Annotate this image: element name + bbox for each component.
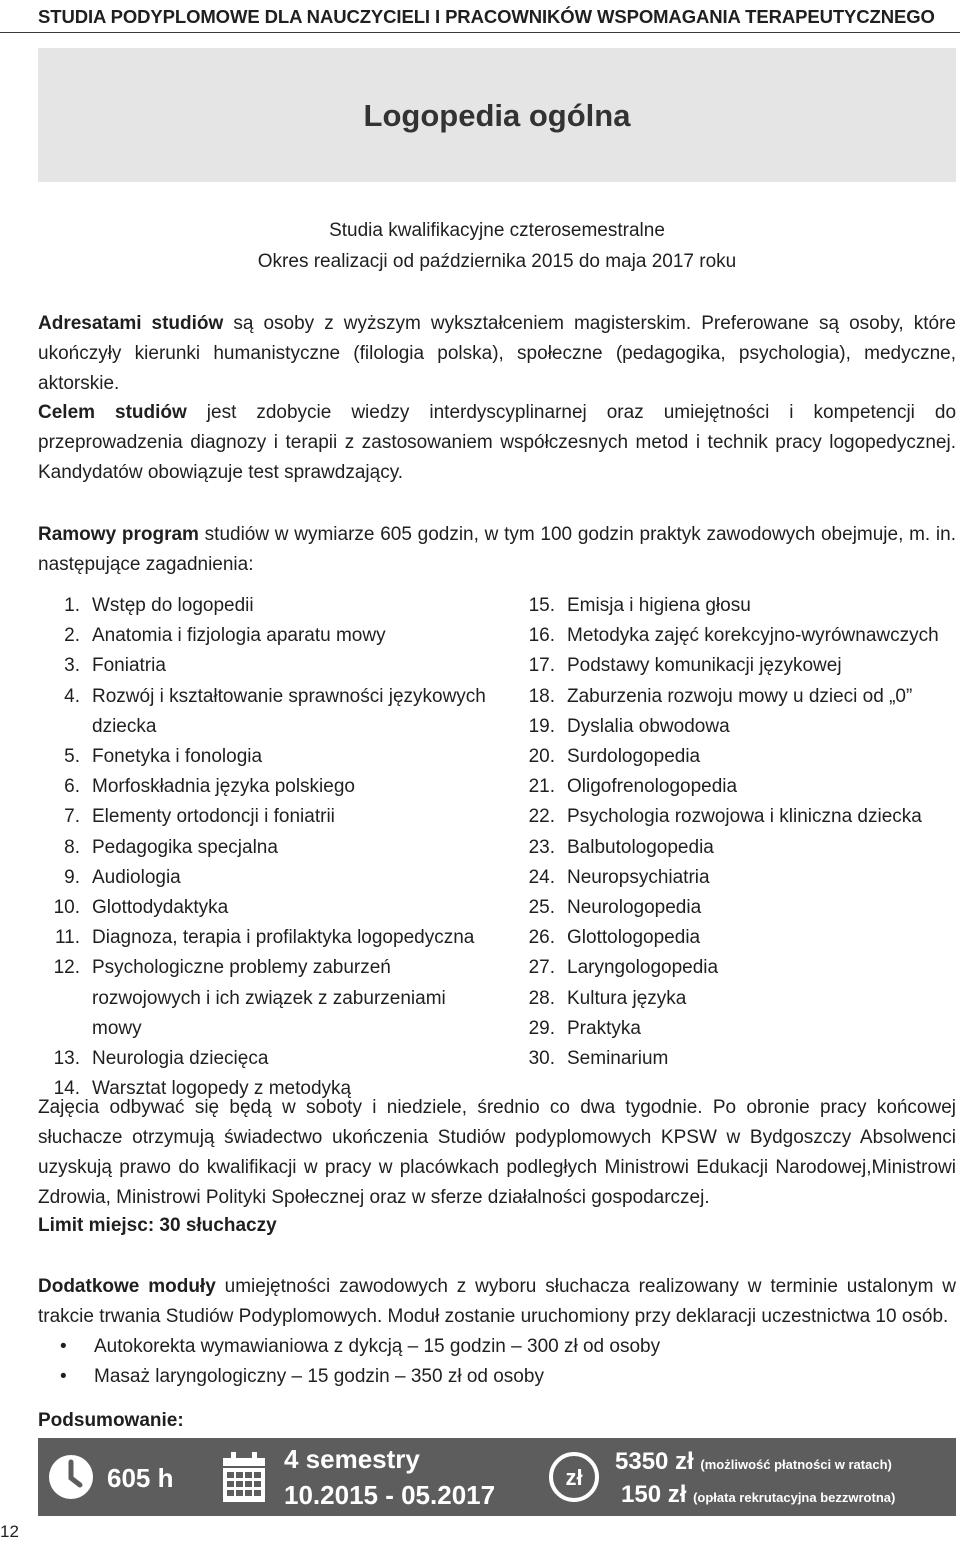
subtitle-line-1: Studia kwalifikacyjne czterosemestralne: [329, 220, 665, 241]
list-item: [513, 742, 953, 772]
hours-value: 605 h: [107, 1463, 174, 1493]
list-item-text: Oligofrenologopedia: [567, 776, 738, 798]
list-item-number: 24.: [528, 866, 555, 888]
summary-label: Podsumowanie:: [38, 1410, 184, 1431]
moduly-list: [58, 1332, 660, 1392]
list-item-number: 14.: [53, 1078, 80, 1100]
price-note: (możliwość płatności w ratach): [700, 1457, 892, 1472]
module-item-text: Masaż laryngologiczny – 15 godzin – 350 zł od osoby: [94, 1366, 544, 1387]
list-item: [58, 1362, 660, 1392]
limit-line: Limit miejsc: 30 słuchaczy: [38, 1215, 277, 1236]
cel-text: jest zdobycie wiedzy interdyscyplinarnej oraz umiejętności i kompetencji do przeprowadzenia diagnozy i terapii z zastosowaniem współczesnych metod i technik pracy logopedycznej. Kandydatów obowiązuje test sprawdzający.: [38, 402, 957, 483]
list-item-number: 13.: [53, 1048, 80, 1070]
list-item-text: Seminarium: [567, 1048, 669, 1070]
list-item: [38, 893, 488, 923]
list-item: [513, 833, 953, 863]
list-item-text: Balbutologopedia: [567, 836, 714, 858]
list-item-text: Neurologia dziecięca: [92, 1048, 269, 1070]
list-item-number: 15.: [528, 595, 555, 616]
list-item-text: Surdologopedia: [567, 746, 701, 768]
list-item-text: Dyslalia obwodowa: [567, 715, 730, 737]
program-text: studiów w wymiarze 605 godzin, w tym 100 godzin praktyk zawodowych obejmuje, m. in. następujące zagadnienia:: [38, 524, 956, 575]
list-item-text: Emisja i higiena głosu: [567, 595, 751, 616]
list-item: [513, 1014, 953, 1044]
list-item: [38, 591, 488, 621]
program-paragraph: [38, 520, 956, 580]
list-item-number: 11.: [54, 927, 80, 949]
list-item-number: 12.: [53, 957, 80, 979]
list-item: [513, 591, 953, 621]
list-item-number: 16.: [528, 625, 555, 647]
list-item: [513, 772, 953, 802]
bullet-icon: •: [60, 1336, 67, 1357]
list-item-text: Morfoskładnia języka polskiego: [92, 776, 355, 798]
fee-line: [621, 1481, 895, 1509]
topics-list-left: [38, 591, 488, 1104]
list-item-number: 22.: [528, 806, 555, 828]
list-item: [513, 953, 953, 983]
fee-note: (opłata rekrutacyjna bezzwrotna): [693, 1490, 896, 1505]
list-item: [38, 802, 488, 832]
list-item-text: Wstęp do logopedii: [92, 595, 254, 616]
list-item: [38, 953, 488, 1044]
list-item-number: 5.: [64, 746, 80, 768]
list-item-text: Glottologopedia: [567, 927, 701, 949]
series-header: STUDIA PODYPLOMOWE DLA NAUCZYCIELI I PRACOWNIKÓW WSPOMAGANIA TERAPEUTYCZNEGO: [38, 6, 935, 27]
list-item-text: Psychologia rozwojowa i kliniczna dziecka: [567, 806, 922, 828]
list-item-number: 3.: [64, 655, 80, 677]
currency-icon: [548, 1451, 600, 1503]
page-number: 12: [0, 1522, 19, 1541]
list-item: [38, 772, 488, 802]
program-label: Ramowy program: [38, 524, 199, 545]
clock-icon: [46, 1452, 96, 1502]
list-item-text: Neurologopedia: [567, 897, 702, 919]
adresaci-label: Adresatami studiów: [38, 313, 224, 334]
list-item: [513, 682, 953, 712]
list-item: [513, 621, 953, 651]
semesters-value: 4 semestry: [284, 1444, 420, 1474]
dates-value: 10.2015 - 05.2017: [284, 1480, 496, 1510]
list-item-text: Elementy ortodoncji i foniatrii: [92, 806, 335, 828]
cel-label: Celem studiów: [38, 402, 187, 423]
bullet-icon: •: [60, 1366, 67, 1387]
title-banner: [38, 48, 956, 182]
list-item: [513, 923, 953, 953]
list-item: [38, 1044, 488, 1074]
moduly-text: umiejętności zawodowych z wyboru słuchacza realizowany w terminie ustalonym w trakcie trwania Studiów Podyplomowych. Moduł zostanie uruchomiony przy deklaracji uczestnictwa 10 osób.: [38, 1276, 956, 1327]
list-item: [38, 682, 488, 742]
list-item: [38, 863, 488, 893]
list-item-number: 28.: [528, 987, 555, 1009]
list-item-number: 2.: [64, 625, 80, 647]
currency-icon-text: zł: [565, 1465, 583, 1490]
list-item-number: 19.: [528, 715, 555, 737]
moduly-paragraph: [38, 1272, 956, 1332]
calendar-icon: [221, 1450, 267, 1504]
list-item-number: 20.: [528, 746, 555, 768]
list-item-number: 8.: [64, 836, 80, 858]
price-value: 5350 zł: [615, 1448, 694, 1475]
list-item: [38, 833, 488, 863]
summary-bar: [38, 1438, 956, 1516]
list-item: [513, 651, 953, 681]
list-item: [513, 712, 953, 742]
list-item-text: Fonetyka i fonologia: [92, 746, 263, 768]
page-title: Logopedia ogólna: [363, 98, 631, 133]
list-item-text: Foniatria: [92, 655, 166, 677]
list-item: [513, 863, 953, 893]
list-item-text: Neuropsychiatria: [567, 866, 710, 888]
list-item: [58, 1332, 660, 1362]
list-item-text: Audiologia: [92, 866, 181, 888]
list-item-text: Zaburzenia rozwoju mowy u dzieci od „0”: [567, 685, 913, 707]
list-item-number: 21.: [528, 776, 555, 798]
list-item-text: Glottodydaktyka: [92, 897, 229, 919]
adresaci-paragraph: [38, 309, 956, 399]
list-item-text: Laryngologopedia: [567, 957, 719, 979]
list-item: [38, 923, 488, 953]
header-divider: [0, 32, 960, 33]
list-item-number: 4.: [64, 685, 80, 707]
module-item-text: Autokorekta wymawianiowa z dykcją – 15 godzin – 300 zł od osoby: [94, 1336, 661, 1357]
list-item-text: Psychologiczne problemy zaburzeń rozwojowych i ich związek z zaburzeniami mowy: [92, 957, 446, 1039]
list-item-text: Metodyka zajęć korekcyjno-wyrównawczych: [567, 625, 939, 647]
list-item: [38, 651, 488, 681]
list-item: [513, 984, 953, 1014]
list-item-number: 27.: [528, 957, 555, 979]
list-item-text: Diagnoza, terapia i profilaktyka logopedyczna: [92, 927, 475, 949]
list-item: [38, 742, 488, 772]
list-item-text: Podstawy komunikacji językowej: [567, 655, 842, 677]
list-item-number: 10.: [53, 897, 80, 919]
list-item: [513, 802, 953, 832]
list-item: [38, 621, 488, 651]
fee-value: 150 zł: [621, 1481, 687, 1508]
list-item-number: 18.: [528, 685, 555, 707]
list-item-number: 7.: [64, 806, 80, 828]
list-item-number: 23.: [528, 836, 555, 858]
moduly-label: Dodatkowe moduły: [38, 1276, 216, 1297]
list-item-number: 29.: [528, 1017, 555, 1039]
list-item-number: 6.: [64, 776, 80, 798]
list-item-number: 26.: [528, 927, 555, 949]
list-item: [513, 893, 953, 923]
price-line: [615, 1448, 892, 1476]
subtitle-line-2: Okres realizacji od października 2015 do maja 2017 roku: [257, 251, 737, 272]
list-item-number: 9.: [64, 866, 80, 888]
list-item-number: 30.: [528, 1048, 555, 1070]
list-item-text: Praktyka: [567, 1017, 641, 1039]
list-item-number: 17.: [528, 655, 555, 677]
list-item-text: Pedagogika specjalna: [92, 836, 278, 858]
cel-paragraph: [38, 398, 956, 488]
list-item-text: Warsztat logopedy z metodyką: [92, 1078, 352, 1100]
list-item-text: Kultura języka: [567, 987, 687, 1009]
list-item-number: 25.: [528, 897, 555, 919]
zajecia-paragraph: Zajęcia odbywać się będą w soboty i niedziele, średnio co dwa tygodnie. Po obronie pracy końcowej słuchacze otrzymują świadectwo ukończenia Studiów podyplomowych KPSW w Bydgoszczy Absolwenci uzyskują prawo do kwalifikacji w pracy w placówkach podległych Ministrowi Edukacji Narodowej,Ministrowi Zdrowia, Ministrowi Polityki Społecznej oraz w sferze działalności gospodarczej.: [38, 1097, 956, 1208]
list-item: [513, 1044, 953, 1074]
topics-list-right: [513, 591, 953, 1074]
list-item-text: Anatomia i fizjologia aparatu mowy: [92, 625, 386, 647]
list-item-number: 1.: [64, 595, 80, 616]
list-item-text: Rozwój i kształtowanie sprawności językowych dziecka: [92, 685, 486, 737]
adresaci-text: są osoby z wyższym wykształceniem magisterskim. Preferowane są osoby, które ukończyły kierunki humanistyczne (filologia polska), społeczne (pedagogika, psychologia), medyczne, aktorskie.: [38, 313, 956, 394]
